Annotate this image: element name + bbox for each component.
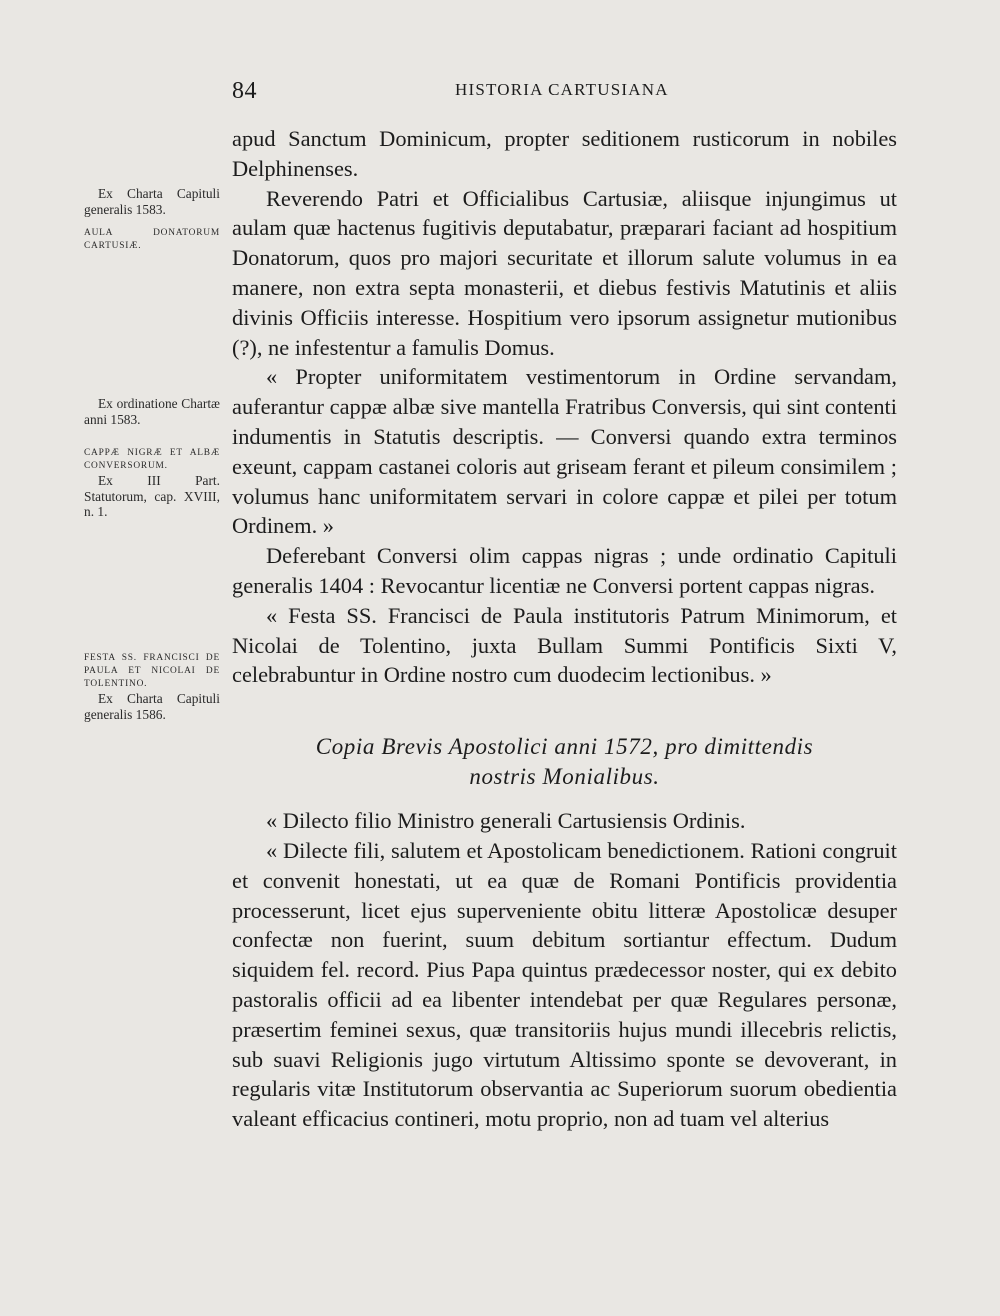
paragraph: « Festa SS. Francisci de Paula institutoris Patrum Minimorum, et Nicolai de Tolentino, juxta Bullam Summi Pontificis Sixti V, celebrabuntur in Ordine nostro cum duodecim lectionibus. » [232,602,897,688]
spacer [84,217,220,227]
margin-note-aula [84,186,220,253]
margin-note-ref: Ex III Part. Statutorum, cap. XVIII, n. 1. [84,473,220,520]
section-heading [232,732,897,792]
paragraph: « Propter uniformitatem vestimentorum in Ordine servandam, auferantur cappæ albæ sive mantella Fratribus Conversis, qui sint contenti indumentis in Statutis descriptis. — Conversi quando extra terminos exeunt, cappam castanei coloris aut griseam ferant et pileum consimilem ; volumus hanc uniformitatem servari in colore cappæ et pilei per totum Ordinem. » [232,364,897,539]
spacer [84,427,220,447]
paragraph: « Dilecte fili, salutem et Apostolicam benedictionem. Rationi congruit et convenit honestati, ut ea quæ de Romani Pontificis providentia processerunt, licet ejus superveniente obitu litteræ Apostolicæ desuper confectæ non fuerint, suum debitum sortiantur effectum. Dudum siquidem fel. record. Pius Papa quintus prædecessor noster, qui ex debito pastoralis officii ad ea libenter intendebat per quæ Regulares personæ, præsertim feminei sexus, quæ transitoriis hujus mundi illecebris relictis, sub suavi Religionis jugo virtutum Altissimo sponte se devoverant, in regularis vitæ Institutorum observantia ac Superiorum suorum obedientia valeant efficacius contineri, motu proprio, non ad tuam vel alterius [232,837,897,1132]
running-head: HISTORIA CARTUSIANA [455,80,669,99]
margin-note-caps: AULA DONATORUM CARTUSIÆ. [84,228,220,252]
margin-note-ref: Ex ordinatione Chartæ anni 1583. [84,396,220,427]
margin-note-festa [84,652,220,722]
paragraph: apud Sanctum Dominicum, propter seditionem rusticorum in nobiles Delphinenses. [232,126,897,181]
paragraph: « Dilecto filio Ministro generali Cartusiensis Ordinis. [266,808,746,834]
section-heading-line: nostris Monialibus. [469,764,660,790]
paragraph: Deferebant Conversi olim cappas nigras ; unde ordinatio Capituli generalis 1404 : Revocantur licentiæ ne Conversi portent cappas nigras. [232,543,897,598]
margin-note-caps: CAPPÆ NIGRÆ ET ALBÆ CONVERSORUM. [84,448,220,472]
page-number: 84 [232,78,257,104]
margin-note-ref: Ex Charta Capituli generalis 1583. [84,186,220,217]
paragraph: Reverendo Patri et Officialibus Cartusiæ, aliisque injungimus ut aulam quæ hactenus fugitivis deputabatur, præparari faciant ad hospitium Donatorum, quos pro majori securitate et illorum salute volumus in ea manere, non extra septa monasterii, et diebus festivis Matutinis et aliis divinis Officiis interesse. Hospitium vero ipsorum assignetur mutionibus (?), ne infestentur a famulis Domus. [232,185,897,360]
margin-note-cappae [84,396,220,520]
main-text [232,124,897,1134]
margin-note-ref: Ex Charta Capituli generalis 1586. [84,691,220,722]
section-heading-line: Copia Brevis Apostolici anni 1572, pro dimittendis [315,734,814,760]
margin-note-caps: FESTA SS. FRANCISCI DE PAULA ET NICOLAI DE TOLENTINO. [84,653,220,689]
